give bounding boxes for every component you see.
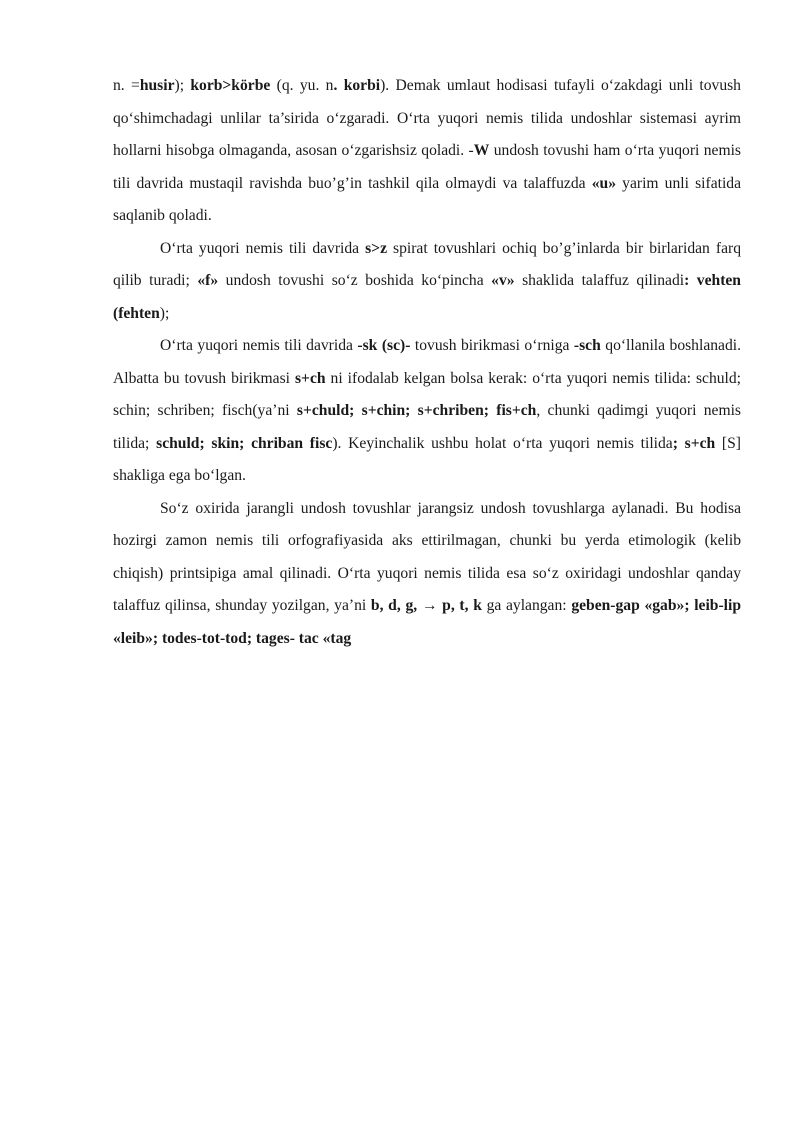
- text-run: korb>körbe: [190, 77, 271, 94]
- text-run: n. =: [113, 77, 140, 94]
- text-run: -sk (sc)-: [357, 337, 411, 354]
- text-run: ). Keyinchalik ushbu holat o‘rta yuqori nemis tilida: [332, 434, 673, 452]
- text-run: ). Demak umlaut hodisasi tufayli o‘zakdagi unli tovush qo‘shimchadagi unlilar ta’sirida o‘zgaradi. O‘rta yuqori nemis tilida undoshlar sistemasi ayrim hollarni hisobga olmaganda, asosan o‘zgarishsiz qoladi. -: [113, 77, 741, 159]
- text-run: , chunki qadimgi yuqori nemis tilida;: [113, 402, 741, 452]
- text-run: W: [473, 142, 490, 159]
- text-run: (q. yu. n: [270, 77, 334, 94]
- text-run: [S] shakliga ega bo‘lgan.: [113, 434, 741, 484]
- text-run: husir: [139, 77, 175, 94]
- text-run: O‘rta yuqori nemis tili davrida: [160, 239, 366, 257]
- text-run: tovush birikmasi o‘rniga: [410, 337, 574, 354]
- text-run: So‘z oxirida jarangli undosh tovushlar jarangsiz undosh tovushlarga aylanadi. Bu hodisa hozirgi zamon nemis tili orfografiyasida aks ettirilmagan, chunki bu yerda etimologik (kelib chiqish) printsipiga amal qilinadi. O‘rta yuqori nemis tilida esa so‘z oxiridagi undoshlar qanday talaffuz qilinsa, shunday yozilgan, ya’ni: [113, 499, 741, 614]
- text-run: b, d, g,: [370, 597, 418, 614]
- text-run: s>z: [365, 239, 387, 257]
- text-run: : vehten (fehten: [113, 272, 741, 322]
- text-run: shaklida talaffuz qilinadi: [514, 272, 685, 289]
- text-run: «u»: [591, 174, 616, 192]
- text-run: yarim unli sifatida saqlanib qoladi.: [113, 174, 741, 224]
- paragraph-2: [113, 233, 741, 331]
- paragraph-3: [113, 330, 741, 493]
- document-body: [113, 70, 741, 655]
- text-run: ; s+ch: [672, 434, 716, 452]
- text-run: qo‘llanila boshlanadi. Albatta bu tovush birikmasi: [113, 337, 741, 387]
- text-run: spirat tovushlari ochiq bo’g’inlarda bir birlaridan farq qilib turadi;: [113, 239, 741, 289]
- text-run: s+ch: [294, 369, 326, 387]
- text-run: geben-gap «gab»; leib-lip «leib»; todes-tot-tod; tages- tac «tag: [113, 597, 741, 647]
- text-run: «v»: [491, 272, 515, 289]
- paragraph-4: [113, 493, 741, 656]
- text-run: «f»: [197, 272, 219, 289]
- text-run: ni ifodalab kelgan bolsa kerak: o‘rta yuqori nemis tilida: schuld; schin; schriben; fisch(ya’ni: [113, 369, 741, 419]
- text-run: ga aylangan:: [481, 597, 572, 614]
- text-run: →: [417, 597, 443, 614]
- text-run: );: [159, 304, 170, 322]
- text-run: schuld; skin; chriban fisc: [156, 434, 333, 452]
- text-run: p, t, k: [442, 597, 482, 614]
- text-run: O‘rta yuqori nemis tili davrida: [160, 337, 358, 354]
- text-run: undosh tovushi so‘z boshida ko‘pincha: [218, 272, 492, 289]
- text-run: );: [174, 77, 191, 94]
- text-run: . korbi: [333, 77, 381, 94]
- text-run: s+chuld; s+chin; s+chriben; fis+ch: [296, 402, 537, 419]
- text-run: undosh tovushi ham o‘rta yuqori nemis tili davrida mustaqil ravishda buo’g’in tashkil qila olmaydi va talaffuzda: [113, 142, 741, 192]
- paragraph-1: [113, 70, 741, 233]
- text-run: -sch: [573, 337, 601, 354]
